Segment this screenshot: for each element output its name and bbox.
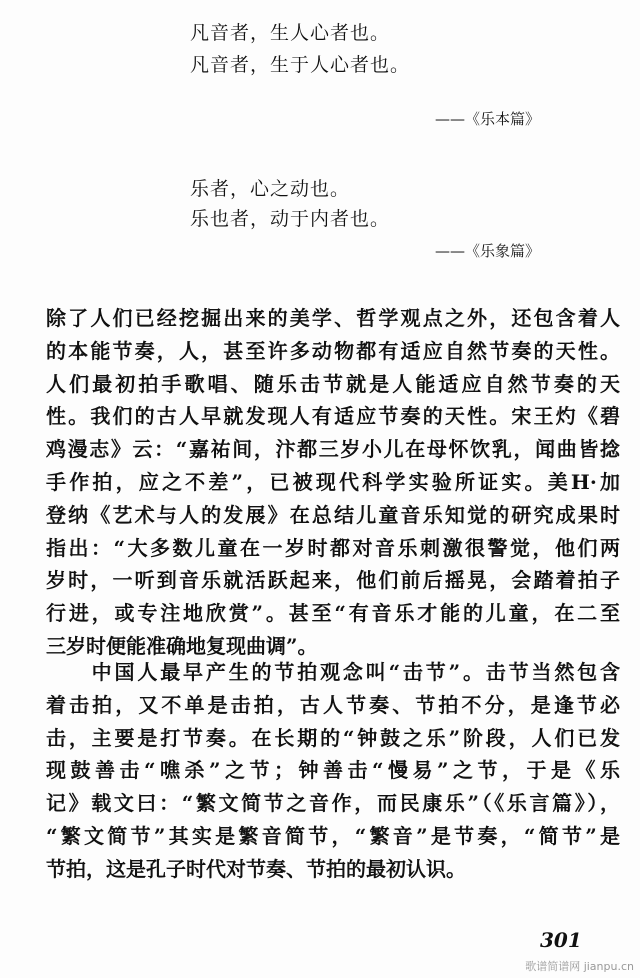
paragraph-line: 击，主要是打节奏。在长期的“钟鼓之乐”阶段，人们已发	[46, 725, 620, 750]
paragraph-line: 中国人最早产生的节拍观念叫“击节”。击节当然包含	[46, 660, 620, 684]
paragraph-line: 节拍，这是孔子时代对节奏、节拍的最初认识。	[46, 856, 466, 881]
paragraph-line: 行进，或专注地欣赏”。甚至“有音乐才能的儿童，在二至	[46, 601, 620, 626]
page-number: 301	[540, 928, 582, 952]
quote-line: 凡音者，生于人心者也。	[190, 54, 411, 76]
paragraph-line: 岁时，一听到音乐就活跃起来，他们前后摇晃，会踏着拍子	[46, 568, 620, 593]
paragraph-line: 着击拍，又不单是击拍，古人节奏、节拍不分，是逢节必	[46, 692, 620, 717]
paragraph-line: 指出：“大多数儿童在一岁时都对音乐刺激很警觉，他们两	[46, 535, 620, 560]
paragraph-line: 人们最初拍手歌唱、随乐击节就是人能适应自然节奏的天	[46, 371, 620, 396]
quote-source: ——《乐象篇》	[434, 242, 540, 260]
paragraph-line: 鸡漫志》云：“嘉祐间，汴都三岁小儿在母怀饮乳，闻曲皆捻	[46, 437, 620, 462]
quote-line: 乐也者，动于内者也。	[190, 208, 391, 230]
paragraph-line: 三岁时便能准确地复现曲调”。	[46, 634, 318, 658]
paragraph-line: 登纳《艺术与人的发展》在总结儿童音乐知觉的研究成果时	[46, 502, 620, 527]
quote-line: 乐者，心之动也。	[190, 178, 351, 200]
paragraph-line: “繁文简节”其实是繁音简节，“繁音”是节奏，“简节”是	[46, 824, 620, 848]
quote-source: ——《乐本篇》	[434, 110, 540, 128]
paragraph-line: 除了人们已经挖掘出来的美学、哲学观点之外，还包含着人	[46, 306, 620, 330]
paragraph-line: 记》载文曰：“繁文简节之音作，而民康乐”（《乐言篇》），	[46, 791, 620, 816]
quote-line: 凡音者，生人心者也。	[190, 22, 391, 44]
paragraph-line: 性。我们的古人早就发现人有适应节奏的天性。宋王灼《碧	[46, 404, 620, 429]
watermark: 歌谱简谱网 jianpu.cn	[525, 960, 634, 973]
paragraph-line: 现鼓善击“噍杀”之节；钟善击“慢易”之节，于是《乐	[46, 758, 620, 783]
paragraph-line: 手作拍，应之不差”，已被现代科学实验所证实。美H·加	[46, 470, 620, 494]
paragraph-line: 的本能节奏，人，甚至许多动物都有适应自然节奏的天性。	[46, 338, 620, 363]
